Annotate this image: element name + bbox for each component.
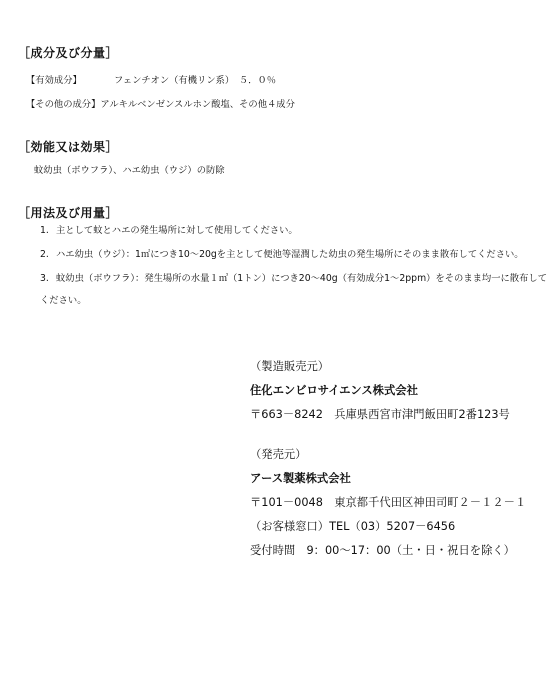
manufacturer-name: 住化エンビロサイエンス株式会社: [250, 384, 418, 397]
manufacturer-role: （製造販売元）: [250, 360, 330, 373]
other-ingredient-value: アルキルベンゼンスルホン酸塩、その他４成分: [100, 99, 295, 110]
usage-item-text: ハエ幼虫（ウジ）：1㎡につき10～20gを主として便池等湿潤した幼虫の発生場所にそのまま散布してください。: [56, 249, 524, 260]
active-ingredient-label: 【有効成分】: [26, 75, 82, 86]
distributor-address: 〒101－0048 東京都千代田区神田司町２－１２－１: [250, 496, 527, 509]
usage-item-number: 1.: [40, 225, 49, 236]
other-ingredient-label: 【その他の成分】: [26, 99, 101, 110]
usage-heading: ［用法及び用量］: [18, 206, 119, 220]
active-ingredient-value: フェンチオン（有機リン系） ５．０％: [114, 75, 277, 86]
usage-item: [40, 268, 550, 312]
usage-item-number: 2.: [40, 249, 49, 260]
distributor-hours: 受付時間 9：00～17：00（土・日・祝日を除く）: [250, 544, 515, 557]
usage-item-number: 3.: [40, 273, 49, 284]
composition-heading: ［成分及び分量］: [18, 46, 119, 60]
usage-item: [40, 244, 550, 266]
distributor-role: （発売元）: [250, 448, 307, 461]
usage-item: [40, 220, 550, 242]
usage-item-text: 主として蚊とハエの発生場所に対して使用してください。: [56, 225, 298, 236]
efficacy-text: 蚊幼虫（ボウフラ）、ハエ幼虫（ウジ）の防除: [34, 165, 225, 176]
efficacy-heading: ［効能又は効果］: [18, 140, 119, 154]
other-ingredient-row: [26, 96, 295, 110]
distributor-name: アース製薬株式会社: [250, 472, 351, 485]
usage-item-text: 蚊幼虫（ボウフラ）：発生場所の水量１㎥（1トン）につき20～40g（有効成分1～2ppm）をそのまま均一に散布してください。: [40, 273, 547, 306]
manufacturer-address: 〒663－8242 兵庫県西宮市津門飯田町2番123号: [250, 408, 510, 421]
distributor-contact: （お客様窓口）TEL（03）5207－6456: [250, 520, 456, 533]
active-ingredient-row: [26, 72, 276, 86]
